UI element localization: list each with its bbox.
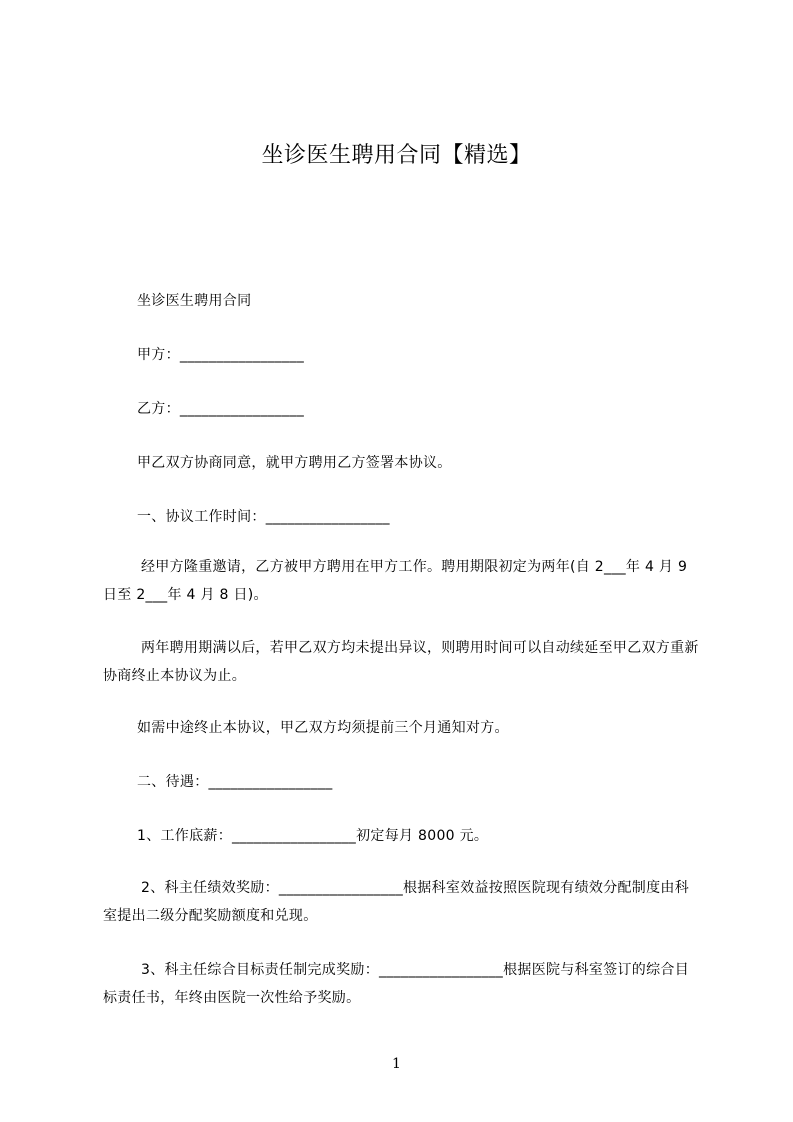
renewal-paragraph: 两年聘用期满以后，若甲乙双方均未提出异议，则聘用时间可以自动续延至甲乙双方重新协商终止本协议为止。 bbox=[103, 640, 699, 684]
agreement-intro: 甲乙双方协商同意，就甲方聘用乙方签署本协议。 bbox=[137, 455, 452, 471]
performance-bonus-item: 2、科主任绩效奖励：_________________根据科室效益按照医院现有绩效分配制度由科室提出二级分配奖励额度和兑现。 bbox=[103, 880, 690, 924]
section-one-heading: 一、协议工作时间：_________________ bbox=[137, 509, 390, 525]
base-salary-item: 1、工作底薪：_________________初定每月 8000 元。 bbox=[137, 828, 489, 844]
employment-term-paragraph: 经甲方隆重邀请，乙方被甲方聘用在甲方工作。聘用期限初定为两年(自 2___年 4 月 9 日至 2___年 4 月 8 日)。 bbox=[103, 559, 692, 603]
party-a-line: 甲方：_________________ bbox=[137, 347, 304, 363]
party-b-line: 乙方：_________________ bbox=[137, 401, 304, 417]
termination-paragraph: 如需中途终止本协议，甲乙双方均须提前三个月通知对方。 bbox=[137, 720, 509, 736]
document-title: 坐诊医生聘用合同【精选】 bbox=[261, 143, 532, 168]
contract-heading: 坐诊医生聘用合同 bbox=[137, 293, 252, 309]
section-two-heading: 二、待遇：_________________ bbox=[137, 774, 333, 790]
target-bonus-item: 3、科主任综合目标责任制完成奖励：_________________根据医院与科室签订的综合目标责任书，年终由医院一次性给予奖励。 bbox=[103, 962, 690, 1006]
page-number: 1 bbox=[392, 1056, 401, 1072]
